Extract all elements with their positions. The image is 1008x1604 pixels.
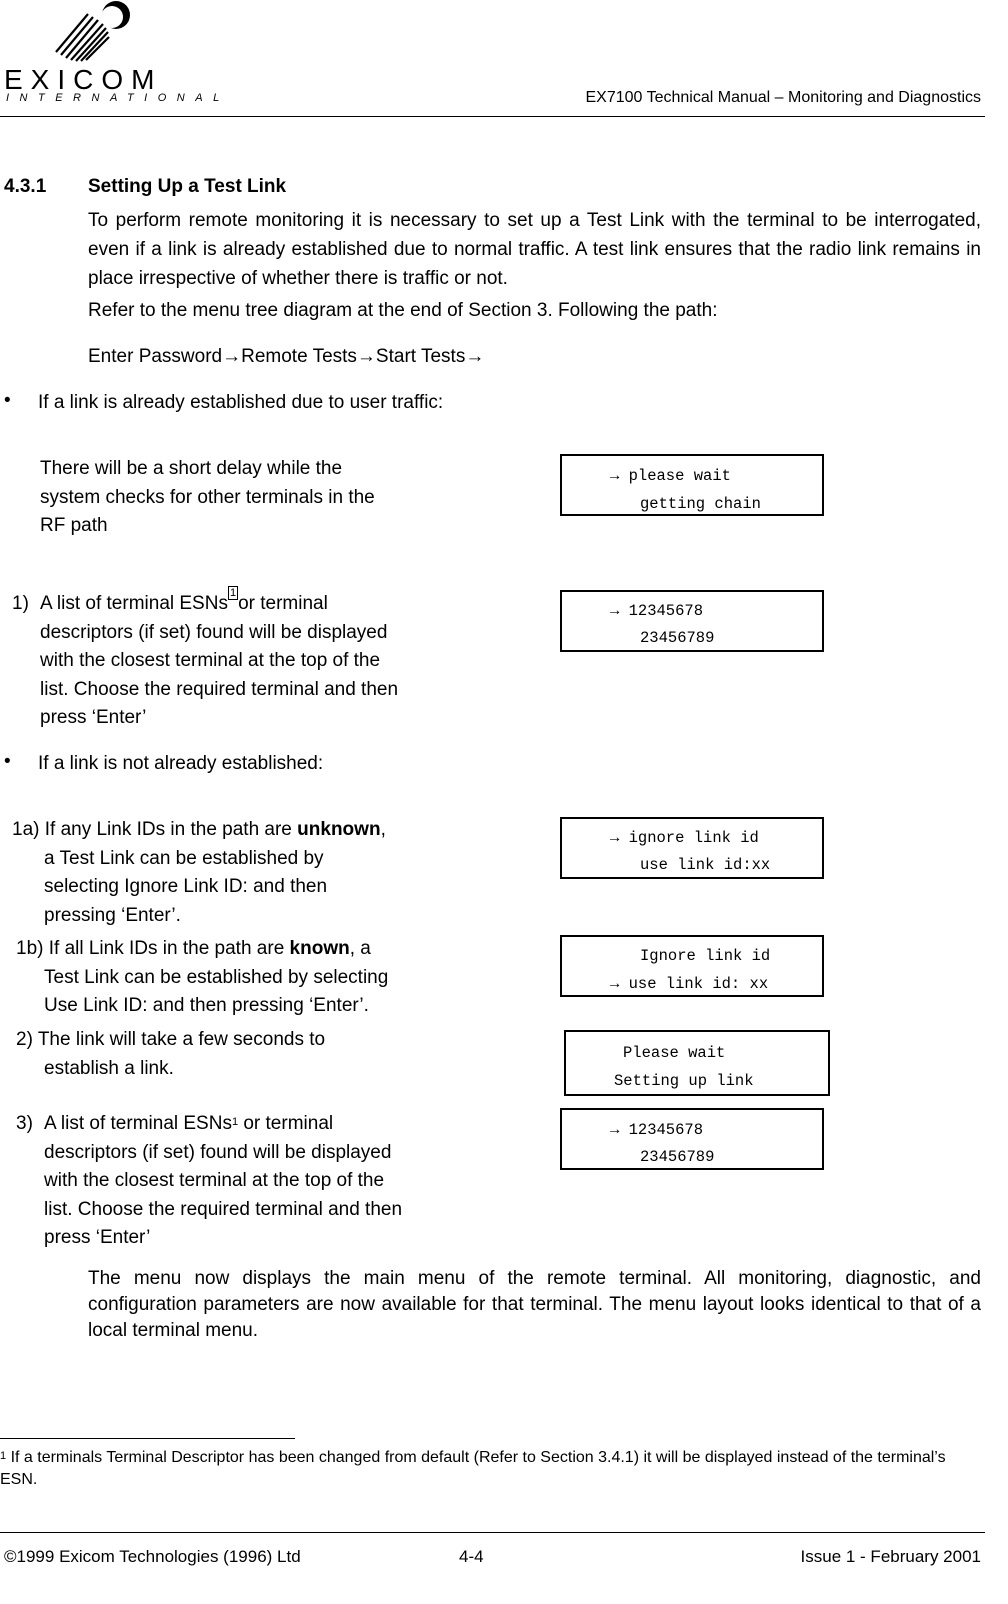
header-title: EX7100 Technical Manual – Monitoring and Diagnostics — [585, 89, 981, 106]
logo-wordmark: EXICOM — [4, 64, 163, 95]
footnote-rule — [0, 1438, 295, 1439]
step-1-text: A list of terminal ESNs 1 or terminal descriptors (if set) found will be displayed with the closest terminal at the top of the list. Choose the required terminal and then press ‘Enter’ — [40, 587, 399, 728]
logo-subtitle: INTERNATIONAL — [6, 92, 230, 104]
lcd-use-link-id: Ignore link id → use link id: xx — [560, 935, 824, 997]
bullet-established: If a link is already established due to user traffic: — [38, 392, 444, 413]
footer-issue: Issue 1 - February 2001 — [800, 1547, 981, 1566]
section-title: Setting Up a Test Link — [88, 176, 287, 197]
step-1b-text: 1b) If all Link IDs in the path are known, a Test Link can be established by selecting Use Link ID: and then pressing ‘Enter’. — [16, 938, 389, 1016]
intro-paragraph: To perform remote monitoring it is necessary to set up a Test Link with the terminal to be interrogated, even if a link is already established due to normal traffic. A test link ensures that the radio link remains in place irrespective of whether there is traffic or not. — [88, 210, 981, 289]
step-2-text: 2) The link will take a few seconds to establish a link. — [16, 1029, 326, 1079]
step-1a-text: 1a) If any Link IDs in the path are unknown, a Test Link can be established by selecting Ignore Link ID: and then pressing ‘Enter’. — [12, 819, 386, 926]
refer-paragraph: Refer to the menu tree diagram at the end of Section 3. Following the path: — [88, 300, 718, 321]
step-3-number: 3) — [16, 1113, 33, 1134]
lcd-please-wait: → please wait getting chain — [560, 454, 824, 516]
footnote-ref: 1 — [229, 587, 237, 599]
lcd-setting-up-link: Please wait Setting up link — [564, 1030, 830, 1096]
footer-copyright: ©1999 Exicom Technologies (1996) Ltd — [4, 1547, 301, 1566]
bullet-marker: • — [4, 751, 11, 772]
lcd-esn-list-remote: → 12345678 23456789 — [560, 1108, 824, 1170]
footer-rule — [0, 1532, 985, 1533]
footnote: $^1$ If a terminals Terminal Descriptor has been changed from default (Refer to Section 3.4.1) it will be displayed instead of the terminal’s ESN. — [0, 1449, 946, 1488]
section-number: 4.3.1 — [4, 176, 47, 197]
delay-text: There will be a short delay while the system checks for other terminals in the RF path — [40, 458, 375, 536]
menu-path: Enter Password→Remote Tests→Start Tests→ — [88, 346, 485, 367]
step-3-text: A list of terminal ESNs$^1$ or terminal descriptors (if set) found will be displayed with the closest terminal at the top of the list. Choose the required terminal and then press ‘Enter’ — [44, 1113, 403, 1248]
bullet-marker: • — [4, 390, 11, 411]
closing-paragraph: The menu now displays the main menu of the remote terminal. All monitoring, diagnostic, and configuration parameters are now available for that terminal. The menu layout looks identical to that of a local terminal menu. — [88, 1268, 981, 1341]
lcd-ignore-link-id: → ignore link id use link id:xx — [560, 817, 824, 879]
footnote-ref: 1 — [231, 1116, 239, 1128]
lcd-esn-list: → 12345678 23456789 — [560, 590, 824, 652]
header-rule — [0, 116, 985, 117]
step-1-number: 1) — [12, 593, 29, 614]
footer-page-number: 4-4 — [459, 1547, 484, 1566]
bullet-not-established: If a link is not already established: — [38, 753, 324, 774]
